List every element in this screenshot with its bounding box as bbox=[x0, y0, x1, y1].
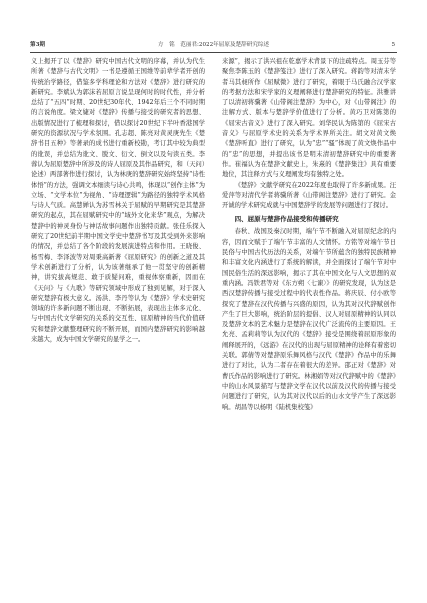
left-text-column bbox=[31, 57, 205, 567]
header-divider bbox=[30, 52, 397, 53]
running-header bbox=[30, 40, 397, 50]
page-number: 5 bbox=[391, 42, 395, 48]
right-text-column bbox=[222, 57, 396, 567]
section-heading: 四、屈原与楚辞作品接受和传播研究 bbox=[234, 215, 339, 224]
article-running-title: 方 铭 范丽君:2022年屈原及楚辞研究综述 bbox=[157, 42, 270, 48]
body-paragraph: 春秋、战国及秦汉时期，端午节不断融入对屈原纪念的内容，因而文赋于了端午节丰富的人文情怀。方铭等对端午节日民俗与中国古代历法的关系，对端午节所蕴含的独特民族精神和丰富文化内涵进行了系统的解读，并全面探讨了端午节对中国民俗生活的深远影响，揭示了其在中国文化与人文思想的双重内涵。冯铁君等对《东方朔〈七谏〉》的研究发现，认为这是西汉楚辞传播与接受过程中的代表性作品。蒋庆辰、付小欧等探究了楚辞在汉代传播与兴盛的原因，认为其对汉代辞赋创作产生了巨大影响，统治阶层的提倡、汉人对屈原精神的认同以及楚辞文本的艺术魅力是楚辞在汉代广泛流传的主要原因。王允亮、孟莉莉等认为汉代的《楚辞》接受是围绕着屈原形象的阐释展开的，《远游》在汉代的出现与屈原精神的诠释有着密切关联。郭倩等对楚辞原乐舞风格与汉代《楚辞》作品中的乐舞进行了对比，认为二者存在着很大的差异。邵正对《楚辞》对曹氏作品的影响进行了研究。林湘娟等对汉代辞赋中的《楚辞》中的山水风景描写与楚辞文学在汉代以前及汉代的传播与接受问题进行了研究，认为其对汉代以后的山水文学产生了深远影响。胡昌等以杨明《陆机集校笺》 bbox=[222, 228, 396, 411]
body-paragraph: 义上揭开了以《楚辞》研究中国古代文明的序幕，并认为代生所著《楚辞与古代文明》一书是遵循王国维等前辈学者开创的传统治学路径，借鉴多学科理论和方法对《楚辞》进行研究的新研究。李斌认为郭沫若屈原言说呈现何时的时代性，并分析总结了“五四”时期、20世纪30年代、1942年后三个不同时期的言说角度。梁文婕对《楚辞》传播与接受的研究者的思想、出版情况进行了梳理和探讨，借以探讨20世纪下半叶香港国学研究的资源状况与学术氛围。孔志超、陈亮对黄灵庚先生《楚辞书目五种》等著录的成书进行重新校勘，考订其中较为典型的讹误，并总结为讹文、脱文、衍文、倒文以及句读五类。李蓉认为屈原楚辞中所涉及的诗人屈原及其作品研究，和（天问）论述）两部著作进行探讨，认为林庚的楚辞研究始终坚持“诗性体悟”的方法，强调文本细读与诗心共鸣，体现以“创作主体”为立场、“文学本位”为视角、“诗理逻辑”为路径的独特学术风格与诗人气质。高慧婵认为苏雪林关于屈赋的早期研究是其楚辞研究的起点，其在屈赋研究中的“域外文化来华”观点，为解决楚辞中的神灵身份与神话故事问题作出独特贡献。张佳乐探入研究了20世纪前半期中国文学史中楚辞书写及其受到外来影响的情况，并总结了各个阶段的发展演进特点和作用。王晓俊、杨雪梅、李泽波等对周秉高新著《屈原研究》的创新之道及其学术创新进行了分析，认为该著继承了他一贯坚守的创新精神，讲究拔高规范、敢于质疑问难，重视体察重新，因而在《天问》与《九歌》等研究领域中形成了独到见解，对于深入研究楚辞有极大意义。汤洪、李丹等认为《楚辞》学术史研究领域的许多新问题不断出现、不断拓展，表现出主体多元化、与中国古代文学研究的关系的交互性、屈原精神的当代价值研究和楚辞文献整理研究的不断开展，而国内楚辞研究的影响越来越大，成为中国文学研究的显学之一。 bbox=[31, 58, 205, 344]
body-paragraph: 来源”，揭示了洪兴祖在乾嘉学术背景下的注疏特点。周玉芬等聚焦李陈玉的《楚辞笺注》进行了深入研究。蒋韵等对清末学者马其昶所作《屈赋微》进行了研究，着眼于马氏融合汉学家的考据方法和宋学家的义理阐释进行楚辞研究的特征。洪雅讲了以清初蒋骥著《山带阁注楚辞》为中心，对《山带阁注》的注解方式、版本与楚辞学价值进行了分析。黄巧卫对陈第的《屈宋古音义》进行了深入研究。刘华民认为陈第的《屈宋古音义》与屈原学术史的关系为学术界所关注。胡文对黄文焕《楚辞听直》进行了研究，认为“忠”“骚”体现了黄文焕作品中的“忠”的思想，并提出该书是明末清初楚辞研究中的重要著作。崔福认为在楚辞文献史上，朱熹的《楚辞集注》具有重要地位，其注释方式与义理阐发均有独特之处。 bbox=[222, 58, 396, 179]
body-paragraph: 《楚辞》文献学研究在2022年度也取得了许多新成果。汪爱萍等对清代学者蒋骥所著《山带阁注楚辞》进行了研究。金开诚的学术研究成就与中国楚辞学的发展等问题进行了探讨。 bbox=[222, 181, 396, 210]
issue-label: 第3期 bbox=[30, 42, 46, 48]
